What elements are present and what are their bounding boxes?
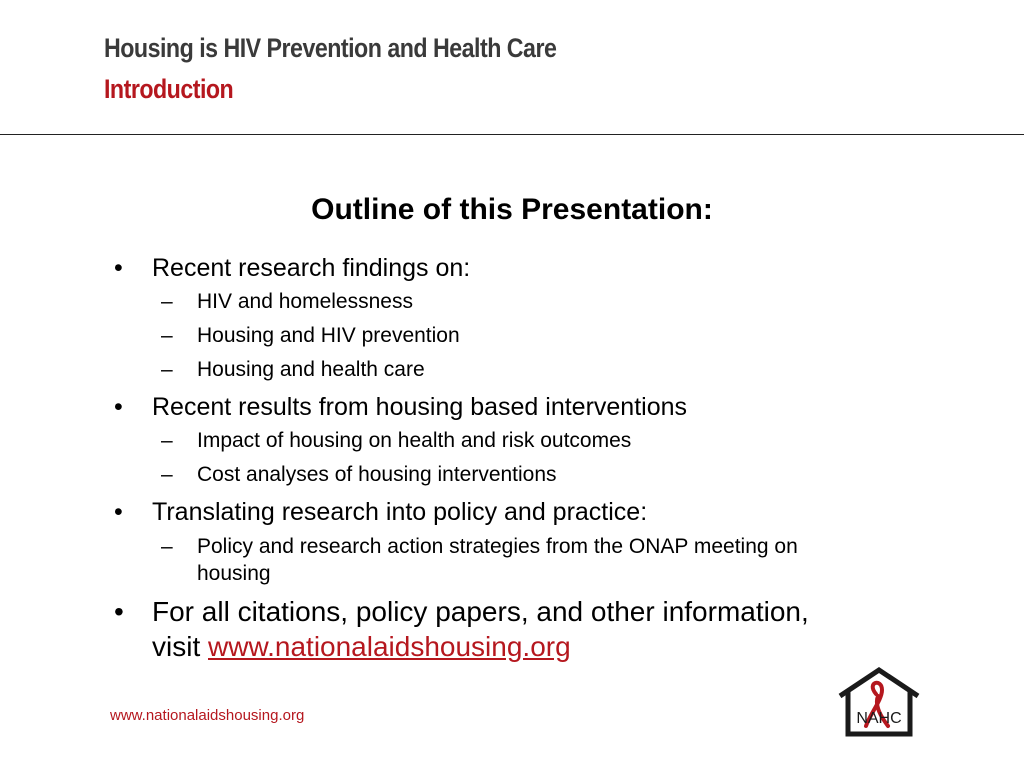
slide-heading: Outline of this Presentation: [311, 193, 713, 226]
outline-subitem-text: Policy and research action strategies from the ONAP meeting on [197, 535, 798, 558]
website-link[interactable]: www.nationalaidshousing.org [208, 631, 571, 662]
visit-prefix: visit [152, 631, 208, 662]
dash-marker: – [161, 290, 173, 313]
outline-item-continuation [152, 631, 571, 663]
outline-subitem-text: Impact of housing on health and risk outcomes [197, 429, 632, 452]
outline-subitem-text: housing [197, 562, 271, 585]
outline-subitem [161, 324, 460, 348]
outline-item [114, 596, 809, 628]
outline-item [114, 254, 471, 283]
outline-item-text: Recent results from housing based interventions [152, 393, 688, 421]
dash-marker: – [161, 324, 173, 347]
bullet-marker: • [114, 254, 123, 282]
house-ribbon-icon [836, 666, 922, 738]
outline-item [114, 393, 688, 422]
nahc-logo [836, 666, 922, 743]
outline-subitem [161, 463, 557, 487]
dash-marker: – [161, 535, 173, 558]
outline-item-text: Recent research findings on: [152, 254, 471, 282]
dash-marker: – [161, 429, 173, 452]
outline-item-text: Translating research into policy and practice: [152, 498, 648, 526]
bullet-marker: • [114, 498, 123, 526]
outline-subitem [161, 535, 798, 559]
outline-subitem-text: Housing and HIV prevention [197, 324, 460, 347]
logo-text: NAHC [856, 710, 902, 727]
footer-url: www.nationalaidshousing.org [110, 707, 305, 724]
presentation-title: Housing is HIV Prevention and Health Care [104, 33, 557, 63]
outline-subitem-text: Housing and health care [197, 358, 425, 381]
outline-item [114, 498, 648, 527]
dash-marker: – [161, 358, 173, 381]
outline-subitem [161, 290, 413, 314]
outline-item-text: For all citations, policy papers, and other information, [152, 596, 809, 627]
outline-subitem [161, 429, 632, 453]
bullet-marker: • [114, 596, 124, 627]
outline-subitem-continuation [197, 562, 271, 586]
outline-subitem [161, 358, 425, 382]
dash-marker: – [161, 463, 173, 486]
outline-subitem-text: Cost analyses of housing interventions [197, 463, 557, 486]
bullet-marker: • [114, 393, 123, 421]
section-subtitle: Introduction [104, 74, 234, 104]
outline-subitem-text: HIV and homelessness [197, 290, 413, 313]
